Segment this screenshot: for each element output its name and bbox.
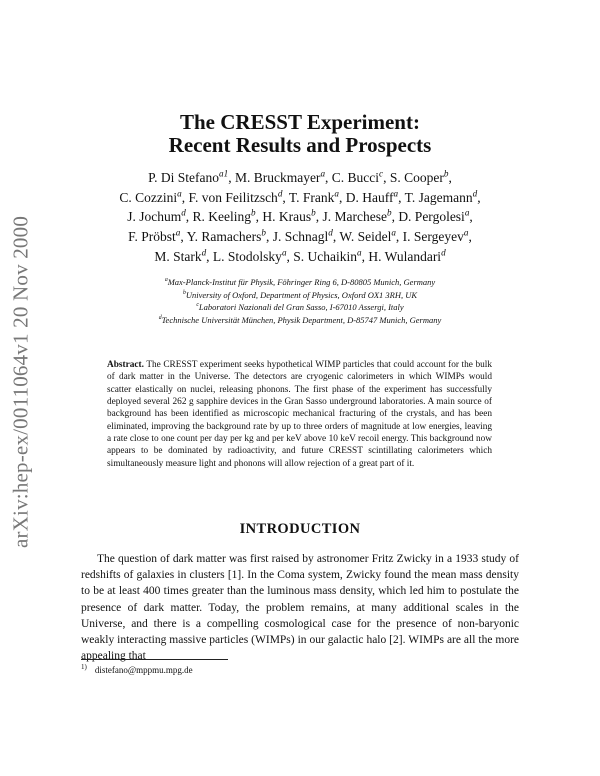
author xyxy=(368,249,445,264)
affiliation xyxy=(60,289,540,302)
author-name: D. Pergolesi xyxy=(398,209,465,225)
author-line: F. Pröbst$^a$, Y. Ramachers$^b$, J. Schnagl$^d$, W. Seidel$^a$, I. Sergeyev$^a$, xyxy=(128,227,472,245)
introduction-body xyxy=(81,551,519,664)
paper-title-line-1: The CRESST Experiment: xyxy=(180,110,420,134)
section-heading-introduction: INTRODUCTION xyxy=(239,521,361,537)
author-affiliation-mark: a xyxy=(320,168,326,179)
affiliation xyxy=(60,314,540,327)
abstract xyxy=(107,359,492,470)
footnote-mark: 1) xyxy=(81,663,87,671)
affiliation-list xyxy=(60,276,540,326)
author-name: I. Sergeyev xyxy=(402,229,464,245)
author-name: P. Di Stefano xyxy=(148,170,220,185)
author-affiliation-mark: d xyxy=(181,207,186,218)
author-line: P. Di Stefano$^{a1}$, M. Bruckmayer$^a$, C. Bucci$^c$, S. Cooper$^b$, xyxy=(148,168,452,185)
author-affiliation-mark: d xyxy=(328,227,333,238)
author-affiliation-mark: a xyxy=(175,227,181,238)
author xyxy=(262,209,315,224)
author-affiliation-mark: a xyxy=(463,227,469,238)
author-line: C. Cozzini$^a$, F. von Feilitzsch$^d$, T. Frank$^a$, D. Hauff$^a$, T. Jagemann$^d$, xyxy=(119,188,481,205)
affiliation-text: Max-Planck-Institut für Physik, Föhringer Ring 6, D-80805 Munich, Germany xyxy=(167,277,436,287)
author-affiliation-mark: b xyxy=(251,207,256,218)
author xyxy=(189,190,283,205)
author xyxy=(127,209,186,224)
author xyxy=(405,190,478,205)
author-affiliation-mark: d xyxy=(441,247,446,258)
author xyxy=(235,170,325,185)
author xyxy=(128,229,180,244)
affiliation xyxy=(60,301,540,314)
arxiv-sidebar-stamp xyxy=(3,192,39,572)
author-affiliation-mark: b xyxy=(386,207,392,218)
author-affiliation-mark: a xyxy=(281,247,287,258)
affiliation-mark: d xyxy=(158,314,162,321)
author-name: F. von Feilitzsch xyxy=(188,189,278,205)
affiliation-mark: a xyxy=(164,277,168,284)
author xyxy=(148,170,228,185)
intro-paragraph: The question of dark matter was first raised by astronomer Fritz Zwicky in a 1933 study of redshifts of galaxies in clusters [1]. In the Coma system, Zwicky found the mean mass density to be at least 400 times greater than the luminous mass density, which led him to postulate the presence of dark matter. Today, the problem remains, at many additional scales in the Universe, and there is a compelling cosmological case for the presence of non-baryonic weakly interacting massive particles (WIMPs) in our galactic halo [2]. WIMPs are all the more appealing that xyxy=(81,553,519,663)
author xyxy=(154,249,206,264)
author-affiliation-mark: a xyxy=(464,207,470,218)
author xyxy=(332,170,383,185)
author-name: M. Bruckmayer xyxy=(234,170,321,185)
author-affiliation-mark: a xyxy=(177,188,182,199)
author-name: C. Bucci xyxy=(331,170,380,185)
affiliation-text: University of Oxford, Department of Physics, Oxford OX1 3RH, UK xyxy=(185,289,418,300)
author xyxy=(403,229,469,244)
author-name: F. Pröbst xyxy=(128,229,176,245)
author-name: R. Keeling xyxy=(192,209,252,225)
author-affiliation-mark: a xyxy=(334,188,340,199)
author xyxy=(322,209,391,224)
author-affiliation-mark: b xyxy=(443,168,449,179)
abstract-label: Abstract. xyxy=(107,360,144,370)
author-name: H. Kraus xyxy=(262,209,312,225)
author xyxy=(119,190,181,205)
author-name: W. Seidel xyxy=(339,229,392,245)
author-name: S. Cooper xyxy=(389,170,444,185)
author-affiliation-mark: a xyxy=(357,247,362,258)
author-name: L. Stodolsky xyxy=(212,248,282,264)
author xyxy=(187,229,266,244)
author-name: D. Hauff xyxy=(345,189,394,205)
affiliation-text: Technische Universität München, Physik Department, D-85747 Munich, Germany xyxy=(161,314,442,325)
affiliation-mark: b xyxy=(182,289,186,296)
author-name: M. Stark xyxy=(154,248,202,264)
author-name: H. Wulandari xyxy=(368,248,442,264)
author-affiliation-mark: d xyxy=(277,188,283,199)
author xyxy=(193,209,256,224)
author-affiliation-mark: c xyxy=(379,168,384,179)
author-affiliation-mark: d xyxy=(201,247,207,258)
affiliation-mark: c xyxy=(196,302,199,309)
author-line: M. Stark$^d$, L. Stodolsky$^a$, S. Uchaikin$^a$, H. Wulandari$^d$ xyxy=(154,247,446,264)
affiliation-text: Laboratori Nazionali del Gran Sasso, I-67010 Assergi, Italy xyxy=(198,302,404,312)
author-affiliation-mark: a1 xyxy=(219,168,229,179)
affiliation xyxy=(60,276,540,289)
footnote xyxy=(81,665,193,675)
author xyxy=(339,229,396,244)
author-name: T. Jagemann xyxy=(404,189,473,205)
author-affiliation-mark: b xyxy=(311,207,316,218)
author xyxy=(273,229,333,244)
author-name: J. Schnagl xyxy=(272,229,329,245)
author-name: S. Uchaikin xyxy=(293,248,358,264)
author xyxy=(398,209,469,224)
paper-title-line-2: Recent Results and Prospects xyxy=(168,133,432,157)
author-affiliation-mark: a xyxy=(391,227,396,238)
author-line: J. Jochum$^d$, R. Keeling$^b$, H. Kraus$^b$, J. Marchese$^b$, D. Pergolesi$^a$, xyxy=(127,207,473,225)
author xyxy=(293,249,361,264)
footnote-divider xyxy=(81,659,228,660)
author xyxy=(390,170,449,185)
author xyxy=(289,190,339,205)
abstract-text: The CRESST experiment seeks hypothetical WIMP particles that could account for the bulk of dark matter in the Universe. The detectors are cryogenic calorimeters in which WIMPs would scatter elastically on nuclei, releasing phonons. The first phase of the experiment has successfully deployed several 262 g sapphire devices in the Gran Sasso underground laboratories. A main source of background has been identified as microscopic mechanical fracturing of the crystals, and has been eliminated, improving the background rate by up to three orders of magnitude at low energies, leaving a rate close to one count per day per kg and per keV above 10 keV recoil energy. This background now appears to be dominated by radioactivity, and future CRESST scintillating calorimeters which simultaneously measure light and phonons will allow rejection of a great part of it. xyxy=(107,360,492,469)
author-name: J. Marchese xyxy=(322,209,387,225)
author-name: T. Frank xyxy=(288,189,335,205)
author-name: J. Jochum xyxy=(127,209,182,225)
author xyxy=(213,249,287,264)
author-name: Y. Ramachers xyxy=(186,229,262,245)
author-affiliation-mark: a xyxy=(393,188,399,199)
author-name: C. Cozzini xyxy=(119,189,178,205)
author-list xyxy=(60,168,540,267)
author-affiliation-mark: b xyxy=(261,227,266,238)
arxiv-identifier: arXiv:hep-ex/0011064v1 20 Nov 2000 xyxy=(8,215,33,549)
author xyxy=(346,190,398,205)
author-affiliation-mark: d xyxy=(472,188,478,199)
footnote-email: distefano@mppmu.mpg.de xyxy=(94,665,193,675)
